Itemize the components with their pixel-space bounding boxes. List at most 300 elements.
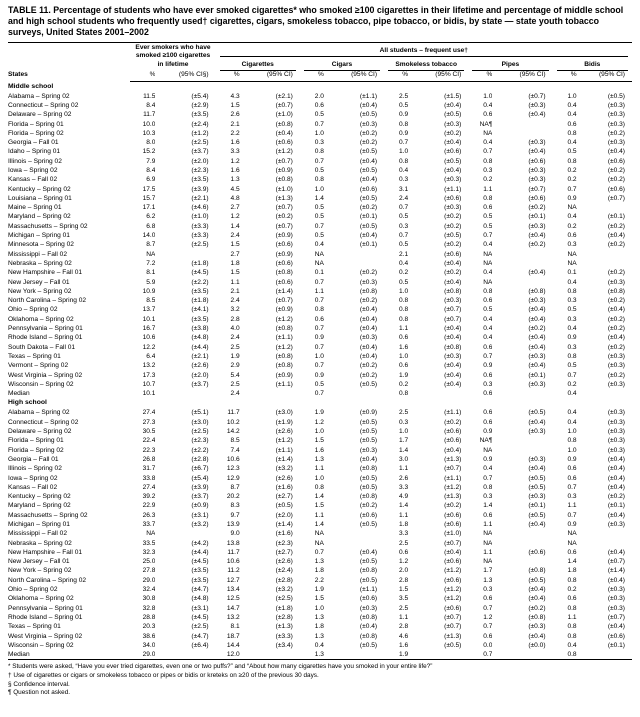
- percent-cell: 33.7: [142, 520, 156, 528]
- ci-cell: [492, 278, 552, 287]
- percent-cell: 0.5: [398, 278, 409, 286]
- table-row: [8, 529, 632, 538]
- ci-cell: (±0.7): [275, 297, 293, 305]
- ci-cell: (±3.9): [191, 185, 209, 193]
- percent-cell: 0.4: [483, 241, 493, 249]
- ci-cell: (±0.3): [607, 418, 625, 426]
- state-cell: New Hampshire – Fall 01: [8, 548, 83, 556]
- percent-cell: 29.0: [142, 576, 156, 584]
- ci-cell: (±0.4): [528, 520, 546, 528]
- percent-cell: 13.9: [226, 520, 240, 528]
- percent-cell: 10.1: [142, 315, 156, 323]
- percent-cell: 2.9: [230, 362, 240, 370]
- percent-cell: 0.4: [567, 278, 577, 286]
- ci-cell: (±0.6): [444, 520, 462, 528]
- percent-cell: 12.7: [226, 576, 240, 584]
- ci-cell: (±0.4): [444, 139, 462, 147]
- ci-cell: (±0.2): [359, 297, 378, 305]
- table-row: [8, 641, 632, 650]
- percent-cell: 1.1: [483, 548, 493, 556]
- ci-cell: (±0.6): [359, 185, 378, 193]
- ci-cell: (±0.2): [359, 204, 378, 212]
- percent-cell: 38.6: [142, 632, 156, 640]
- state-cell: New York – Spring 02: [8, 287, 72, 295]
- ci-header-cigarettes: (95% CI): [240, 71, 300, 81]
- percent-cell: NA: [483, 530, 493, 538]
- table-row: [8, 343, 632, 352]
- ci-cell: (±0.0): [528, 641, 546, 649]
- state-cell: Nebraska – Spring 02: [8, 539, 72, 547]
- ci-cell: [240, 389, 300, 398]
- table-title: TABLE 11. Percentage of students who have ever smoked cigarettes* who smoked ≥100 cigarettes in their lifetime and percentage of middle school and high school students who frequently used† cigarettes, cigars, smokeless tobacco, pipe tobacco, or bidis, by state — state youth tobacco surveys, United States 2001–2002: [8, 5, 624, 37]
- ci-cell: (±0.3): [607, 437, 625, 445]
- percent-cell: 1.0: [398, 428, 409, 436]
- ci-cell: (±3.7): [191, 493, 209, 501]
- percent-cell: 0.4: [567, 213, 577, 221]
- ci-cell: (±0.9): [275, 306, 293, 314]
- percent-cell: 2.4: [230, 232, 240, 240]
- table-row: [8, 315, 632, 324]
- ci-cell: (±3.3): [191, 222, 209, 230]
- percent-cell: 29.0: [142, 651, 156, 659]
- ci-cell: (±0.2): [607, 371, 625, 379]
- percent-cell: 0.8: [483, 194, 493, 202]
- ci-cell: (±0.3): [528, 455, 546, 463]
- percent-cell: 20.2: [226, 493, 240, 501]
- ci-cell: (±0.4): [607, 576, 625, 584]
- percent-cell: 0.6: [314, 101, 324, 109]
- percent-cell: 26.8: [142, 455, 156, 463]
- percent-cell: 1.5: [398, 586, 409, 594]
- ci-cell: (±3.5): [191, 567, 209, 575]
- percent-cell: 27.4: [142, 483, 156, 491]
- percent-cell: 0.1: [314, 269, 324, 277]
- section-row: [8, 398, 632, 408]
- percent-cell: 4.0: [230, 325, 240, 333]
- ci-cell: (±4.4): [191, 343, 209, 351]
- ci-cell: (±0.5): [359, 520, 378, 528]
- percent-cell: 6.8: [146, 222, 156, 230]
- ci-cell: [577, 539, 632, 548]
- percent-cell: 1.3: [314, 455, 324, 463]
- ci-cell: (±1.2): [275, 148, 293, 156]
- percent-cell: 0.2: [567, 167, 577, 174]
- percent-cell: 3.3: [398, 530, 409, 538]
- ci-cell: (±0.3): [607, 409, 625, 417]
- ci-cell: (±0.3): [444, 297, 462, 305]
- table-row: [8, 194, 632, 203]
- ci-cell: (±4.7): [191, 632, 209, 640]
- percent-cell: 0.7: [314, 222, 324, 230]
- percent-cell: 0.3: [398, 222, 409, 230]
- ci-cell: (±0.2): [359, 502, 378, 510]
- percent-cell: 10.0: [142, 120, 156, 128]
- ci-cell: (±0.2): [444, 269, 462, 277]
- percent-cell: 0.7: [314, 297, 324, 305]
- percent-cell: 2.5: [230, 380, 240, 388]
- ci-cell: (±0.5): [607, 92, 625, 100]
- percent-cell: 0.8: [483, 483, 493, 491]
- table-row: [8, 231, 632, 240]
- ci-cell: (±0.4): [444, 278, 462, 286]
- state-cell: Mississippi – Fall 02: [8, 250, 67, 258]
- percent-cell: 22.3: [142, 446, 156, 454]
- percent-cell: 1.2: [483, 613, 493, 621]
- percent-cell: 1.0: [567, 428, 577, 436]
- ci-cell: (±4.7): [191, 586, 209, 594]
- percent-cell: 0.5: [314, 232, 324, 240]
- ci-cell: (±1.0): [275, 111, 293, 119]
- percent-cell: NA: [146, 530, 156, 538]
- percent-cell: 1.1: [398, 465, 409, 473]
- table-row: [8, 305, 632, 314]
- percent-cell: 0.5: [567, 362, 577, 370]
- percent-cell: 0.7: [398, 232, 409, 240]
- percent-cell: 0.7: [483, 232, 493, 240]
- table-row: [8, 129, 632, 138]
- state-cell: Kansas – Fall 02: [8, 483, 58, 491]
- state-cell: West Virginia – Spring 02: [8, 371, 83, 379]
- percent-cell: 10.2: [226, 418, 240, 426]
- percent-cell: 0.5: [483, 306, 493, 314]
- percent-cell: 2.5: [398, 604, 409, 612]
- ci-cell: (±3.5): [191, 111, 209, 119]
- table-row: [8, 333, 632, 342]
- ci-cell: (±0.3): [607, 362, 625, 370]
- ci-cell: [324, 250, 384, 259]
- percent-cell: 0.7: [314, 362, 324, 370]
- percent-cell: 1.0: [314, 352, 324, 360]
- ci-cell: (±0.6): [444, 576, 462, 584]
- ci-cell: (±0.3): [528, 222, 546, 230]
- percent-cell: 1.4: [314, 194, 324, 202]
- ci-cell: (±3.1): [191, 604, 209, 612]
- ci-cell: (±0.2): [528, 241, 546, 249]
- percent-cell: 2.6: [230, 111, 240, 119]
- ci-cell: (±0.1): [607, 213, 625, 221]
- percent-cell: 1.2: [398, 558, 409, 566]
- percent-cell: 1.4: [398, 446, 409, 454]
- ci-cell: (±0.1): [359, 241, 378, 249]
- ci-cell: (±0.8): [275, 269, 293, 277]
- percent-cell: 0.5: [567, 148, 577, 156]
- percent-cell: 0.6: [483, 632, 493, 640]
- ci-cell: (±0.6): [528, 548, 546, 556]
- percent-cell: 8.4: [146, 167, 156, 174]
- percent-cell: 0.3: [567, 343, 577, 351]
- percent-cell: 33.5: [142, 539, 156, 547]
- percent-cell: 1.4: [483, 502, 493, 510]
- percent-cell: 1.1: [567, 502, 577, 510]
- ci-cell: (±0.7): [444, 613, 462, 621]
- state-cell: New York – Spring 02: [8, 567, 72, 575]
- percent-cell: 0.8: [567, 157, 577, 165]
- percent-cell: 10.3: [142, 129, 156, 137]
- ci-cell: (±0.3): [607, 120, 625, 128]
- percent-cell: 0.5: [398, 101, 409, 109]
- percent-cell: 1.7: [483, 567, 493, 575]
- ci-cell: (±0.2): [607, 493, 625, 501]
- state-cell: Ohio – Spring 02: [8, 586, 58, 594]
- percent-cell: 2.6: [398, 474, 409, 482]
- ci-cell: (±0.3): [607, 101, 625, 109]
- ci-cell: (±0.6): [528, 194, 546, 202]
- ci-cell: (±0.3): [444, 352, 462, 360]
- percent-cell: 8.1: [146, 269, 156, 277]
- state-cell: Florida – Spring 02: [8, 129, 64, 137]
- ci-cell: (±0.8): [275, 325, 293, 333]
- state-cell: Kansas – Fall 02: [8, 176, 58, 184]
- col-group-frequent-use: [216, 43, 632, 58]
- percent-cell: 11.7: [227, 409, 240, 417]
- percent-cell: 11.5: [143, 92, 156, 100]
- state-cell: Delaware – Spring 02: [8, 428, 72, 436]
- percent-cell: 0.4: [567, 409, 577, 417]
- ci-cell: (±1.1): [444, 474, 462, 482]
- percent-cell: 1.1: [483, 520, 493, 528]
- ci-cell: (±0.4): [528, 595, 546, 603]
- percent-cell: NA: [483, 129, 493, 137]
- ci-cell: (±4.4): [191, 548, 209, 556]
- ci-cell: (±0.7): [528, 92, 546, 100]
- percent-cell: 1.1: [398, 325, 409, 333]
- ci-cell: (±0.4): [444, 167, 462, 174]
- ci-cell: (±0.7): [275, 101, 293, 109]
- ci-cell: [492, 529, 552, 538]
- ci-cell: (±1.3): [444, 632, 462, 640]
- percent-cell: 0.7: [314, 390, 324, 398]
- section-label: Middle school: [8, 82, 54, 90]
- ci-cell: (±1.2): [275, 343, 293, 351]
- percent-cell: 27.3: [142, 418, 156, 426]
- ci-cell: (±2.0): [191, 157, 209, 165]
- state-cell: Pennsylvania – Spring 01: [8, 325, 83, 333]
- ci-cell: (±0.6): [444, 428, 462, 436]
- percent-cell: NA: [567, 539, 577, 547]
- ci-cell: (±0.2): [444, 418, 462, 426]
- table-row: [8, 147, 632, 156]
- table-row: [8, 622, 632, 631]
- percent-cell: 0.9: [398, 111, 409, 119]
- ci-cell: (±2.6): [275, 474, 293, 482]
- ci-cell: (±0.5): [528, 511, 546, 519]
- ci-cell: (±2.5): [191, 428, 209, 436]
- ci-cell: (±0.4): [528, 269, 546, 277]
- percent-cell: 1.0: [314, 604, 324, 612]
- percent-cell: 1.4: [314, 520, 324, 528]
- percent-cell: 12.3: [226, 465, 240, 473]
- col-header-states: States: [8, 70, 28, 78]
- percent-cell: 1.2: [230, 213, 240, 221]
- ci-cell: (±1.2): [275, 315, 293, 323]
- percent-cell: 0.9: [567, 520, 577, 528]
- percent-cell: 0.4: [314, 641, 324, 649]
- table-row: [8, 539, 632, 548]
- ci-cell: [492, 129, 552, 138]
- table-row: [8, 389, 632, 398]
- ci-cell: (±0.5): [359, 418, 378, 426]
- percent-cell: 0.4: [398, 259, 409, 267]
- percent-cell: 0.3: [483, 167, 493, 174]
- ci-cell: (±2.0): [191, 371, 209, 379]
- percent-cell: 10.7: [142, 380, 156, 388]
- percent-cell: 0.6: [483, 595, 493, 603]
- table-row: [8, 632, 632, 641]
- ci-cell: (±2.3): [191, 437, 209, 445]
- ci-cell: (±0.6): [444, 604, 462, 612]
- percent-cell: 1.6: [314, 446, 324, 454]
- header-row-groups: [8, 43, 632, 58]
- ci-cell: (±0.4): [359, 157, 378, 165]
- table-row: [8, 250, 632, 259]
- ci-header-pipes: (95% CI): [492, 71, 552, 81]
- ci-cell: (±1.2): [275, 437, 293, 445]
- ci-cell: (±0.7): [444, 306, 462, 314]
- percent-cell: 25.0: [142, 558, 156, 566]
- state-cell: Idaho – Spring 01: [8, 148, 61, 156]
- percent-cell: 18.7: [226, 632, 240, 640]
- table-row: [8, 240, 632, 249]
- percent-cell: 1.9: [398, 371, 409, 379]
- percent-cell: 2.4: [230, 390, 240, 398]
- percent-cell: 1.5: [314, 502, 324, 510]
- percent-cell: 0.3: [567, 297, 577, 305]
- ci-cell: (±2.2): [191, 446, 209, 454]
- ci-cell: (±0.6): [359, 511, 378, 519]
- ci-cell: (±0.6): [444, 250, 462, 258]
- table-row: [8, 212, 632, 221]
- percent-cell: 0.2: [567, 586, 577, 594]
- percent-cell: 1.1: [398, 613, 409, 621]
- percent-cell: 14.2: [226, 428, 240, 436]
- state-cell: Ohio – Spring 02: [8, 306, 58, 314]
- percent-cell: 4.5: [230, 185, 240, 193]
- percent-cell: 0.5: [398, 241, 409, 249]
- percent-cell: 1.6: [398, 641, 409, 649]
- percent-cell: 0.8: [567, 651, 577, 659]
- ci-cell: (±1.4): [275, 520, 293, 528]
- table-row: [8, 418, 632, 427]
- percent-cell: 0.9: [483, 455, 493, 463]
- table-row: [8, 520, 632, 529]
- percent-cell: 1.0: [314, 474, 324, 482]
- ci-cell: (±0.2): [607, 315, 625, 323]
- percent-cell: 26.3: [142, 511, 156, 519]
- percent-cell: 22.9: [142, 502, 156, 510]
- ci-cell: (±0.4): [528, 465, 546, 473]
- state-cell: Texas – Spring 01: [8, 623, 61, 631]
- ci-cell: (±2.8): [275, 613, 293, 621]
- ci-cell: (±0.4): [528, 343, 546, 351]
- percent-cell: 1.8: [398, 520, 409, 528]
- ci-cell: (±0.6): [444, 148, 462, 156]
- percent-cell: 0.6: [567, 120, 577, 128]
- ci-cell: (±0.8): [275, 362, 293, 370]
- table-row: [8, 548, 632, 557]
- percent-cell: 4.6: [398, 632, 409, 640]
- percent-cell: 0.6: [483, 390, 493, 398]
- ci-cell: (±5.4): [191, 474, 209, 482]
- percent-cell: 0.4: [567, 139, 577, 147]
- ci-cell: [492, 389, 552, 398]
- percent-cell: 0.2: [483, 176, 493, 184]
- ci-cell: (±0.4): [528, 306, 546, 314]
- percent-cell: NA: [483, 278, 493, 286]
- ci-cell: (±1.8): [191, 297, 209, 305]
- ci-cell: (±1.2): [444, 567, 462, 575]
- state-cell: Wisconsin – Spring 02: [8, 380, 74, 388]
- state-cell: Georgia – Fall 01: [8, 139, 59, 147]
- state-cell: Michigan – Spring 01: [8, 232, 70, 240]
- state-cell: Vermont – Spring 02: [8, 362, 69, 370]
- state-cell: Georgia – Fall 01: [8, 455, 59, 463]
- percent-cell: 6.9: [146, 176, 156, 184]
- percent-cell: 1.1: [314, 511, 324, 519]
- ci-cell: (±1.1): [275, 334, 293, 342]
- ci-cell: (±1.4): [275, 455, 293, 463]
- table-11: [8, 42, 632, 660]
- table-row: [8, 138, 632, 147]
- state-cell: Maryland – Spring 02: [8, 502, 71, 510]
- ci-cell: (±0.4): [528, 334, 546, 342]
- ci-cell: (±0.4): [359, 455, 378, 463]
- percent-cell: 10.6: [226, 558, 240, 566]
- state-cell: Pennsylvania – Spring 01: [8, 604, 83, 612]
- percent-cell: 1.5: [230, 269, 240, 277]
- ci-cell: (±1.5): [444, 92, 462, 100]
- percent-cell: 1.3: [314, 558, 324, 566]
- ci-cell: (±0.7): [607, 194, 625, 202]
- percent-cell: 10.6: [142, 334, 156, 342]
- percent-cell: 0.2: [567, 176, 577, 184]
- percent-cell: 1.0: [398, 287, 409, 295]
- ci-cell: (±0.2): [607, 269, 625, 277]
- percent-cell: 2.2: [314, 576, 324, 584]
- cigars-label: Cigars: [304, 61, 380, 71]
- percent-cell: 0.8: [398, 390, 409, 398]
- ci-cell: [492, 120, 552, 129]
- ci-cell: (±3.4): [275, 641, 293, 649]
- ci-cell: (±1.3): [275, 194, 293, 202]
- ci-cell: (±0.8): [528, 613, 546, 621]
- percent-cell: 0.4: [483, 139, 493, 147]
- ci-cell: [155, 389, 215, 398]
- percent-cell: NA: [314, 530, 324, 538]
- ci-cell: (±2.9): [191, 101, 209, 109]
- ci-cell: (±0.3): [607, 520, 625, 528]
- percent-cell: 0.4: [567, 641, 577, 649]
- ci-cell: (±0.4): [528, 315, 546, 323]
- ci-cell: (±0.9): [275, 167, 293, 174]
- ci-cell: [492, 436, 552, 445]
- ci-cell: (±0.3): [359, 604, 378, 612]
- percent-cell: 0.2: [567, 222, 577, 230]
- section-row: [8, 81, 632, 92]
- percent-cell: 7.4: [230, 446, 240, 454]
- percent-cell: NA: [483, 250, 493, 258]
- table-header: [8, 43, 632, 82]
- state-cell: Kentucky – Spring 02: [8, 185, 71, 193]
- percent-cell: 0.5: [483, 213, 493, 221]
- table-row: [8, 474, 632, 483]
- percent-cell: 0.9: [314, 371, 324, 379]
- percent-cell: 0.5: [314, 167, 324, 174]
- pct-header-bidis: %: [553, 71, 577, 81]
- ci-cell: (±0.5): [359, 437, 378, 445]
- ci-header-cigars: (95% CI): [324, 71, 384, 81]
- state-cell: Kentucky – Spring 02: [8, 493, 71, 501]
- ci-cell: (±0.4): [528, 632, 546, 640]
